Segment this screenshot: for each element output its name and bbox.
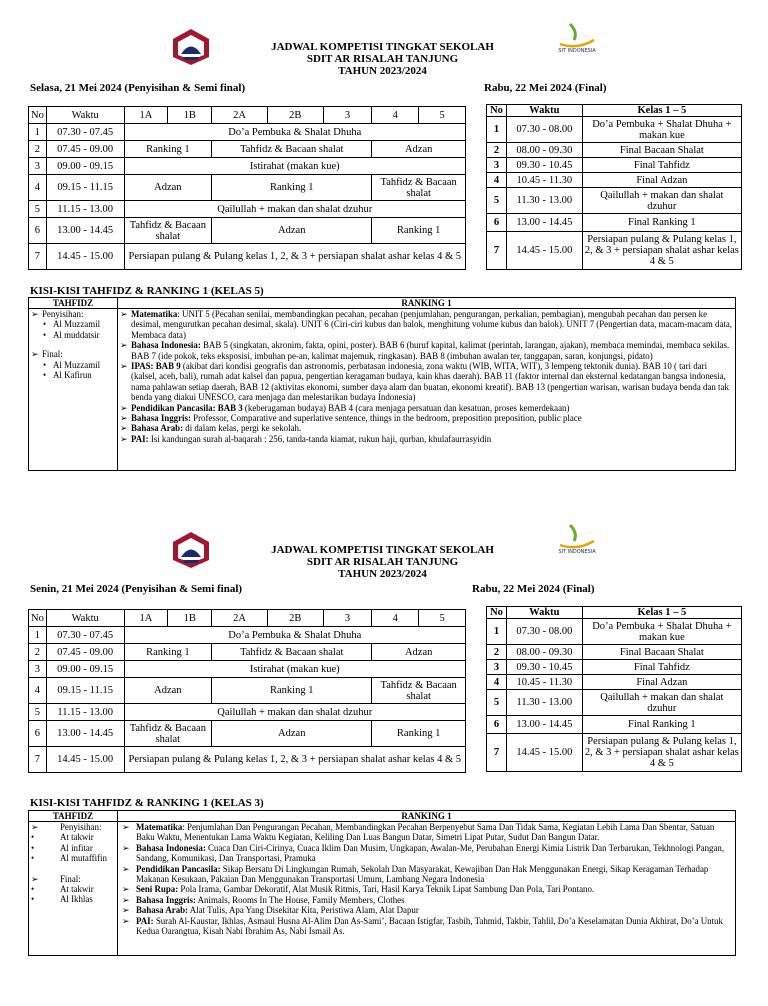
table-row: 4 09.15 - 11.15 Adzan Ranking 1 Tahfidz & Bacaan shalat <box>29 678 466 704</box>
table-header-row: No Waktu Kelas 1 – 5 <box>487 607 742 619</box>
school-logo-icon <box>168 530 214 570</box>
tahfidz-header: TAHFIDZ <box>29 811 117 822</box>
table-row: 3 09.00 - 09.15 Istirahat (makan kue) <box>29 661 466 678</box>
table-row: 7 14.45 - 15.00 Persiapan pulang & Pulang kelas 1, 2, & 3 + persiapan shalat ashar kelas 4 & 5 <box>487 232 742 270</box>
ranking-header: RANKING 1 <box>118 298 735 309</box>
table-row: 5 11.15 - 13.00 Qailullah + makan dan shalat dzuhur <box>29 704 466 721</box>
table-header-row: No Waktu 1A 1B 2A 2B 3 4 5 <box>29 610 466 627</box>
table-row: 3 09.30 - 10.45 Final Tahfidz <box>487 158 742 173</box>
list-item: ➢ Bahasa Indonesia: Cuaca Dan Ciri-Cirinya, Cuaca Iklim Dan Musim, Ungkapan, Awalan-Me, Perubahan Energi Kimia Listrik Dan Terbarukan, Tekhnologi Pangan, Sandang, Komunikasi, Dan Transportasi, Pramuka <box>122 842 725 864</box>
ranking-header: RANKING 1 <box>118 811 735 822</box>
document-header <box>230 544 535 580</box>
date-right: Rabu, 22 Mei 2024 (Final) <box>484 82 607 94</box>
list-item: ➢ Seni Rupa: Pola Irama, Gambar Dekoratif, Alat Musik Ritmis, Tari, Hasil Karya Teknik Lipat Sambung Dan Pola, Tari Pontano. <box>122 884 595 895</box>
svg-text:SIT INDONESIA: SIT INDONESIA <box>558 549 596 555</box>
table-row: 6 13.00 - 14.45 Final Ranking 1 <box>487 716 742 734</box>
final-schedule-table <box>486 606 742 772</box>
schedule-table <box>28 609 466 773</box>
table-row: 2 07.45 - 09.00 Ranking 1 Tahfidz & Bacaan shalat Adzan <box>29 141 466 158</box>
table-row: 1 07.30 - 07.45 Do’a Pembuka & Shalat Dhuha <box>29 627 466 644</box>
table-row: 7 14.45 - 15.00 Persiapan pulang & Pulang kelas 1, 2, & 3 + persiapan shalat ashar kelas 4 & 5 <box>487 734 742 772</box>
table-row: 5 11.30 - 13.00 Qailullah + makan dan shalat dzuhur <box>487 188 742 214</box>
date-left: Senin, 21 Mei 2024 (Penyisihan & Semi final) <box>30 583 243 595</box>
header-year: TAHUN 2023/2024 <box>338 568 427 580</box>
svg-text:SIT INDONESIA: SIT INDONESIA <box>558 48 596 54</box>
kisi-table <box>28 297 736 471</box>
ranking-list <box>120 309 733 444</box>
schedule-section-1 <box>0 0 768 500</box>
table-row: 6 13.00 - 14.45 Tahfidz & Bacaan shalat Adzan Ranking 1 <box>29 218 466 244</box>
tahfidz-list: ➢ Penyisihan: • At takwir • Al infitar • Al mutaffifin ➢ Final: • At takwir • Al Ikhlas <box>31 822 107 905</box>
table-row: 1 07.30 - 08.00 Do’a Pembuka + Shalat Dhuha + makan kue <box>487 619 742 645</box>
table-row: 6 13.00 - 14.45 Tahfidz & Bacaan shalat Adzan Ranking 1 <box>29 721 466 747</box>
table-header-row: No Waktu 1A 1B 2A 2B 3 4 5 <box>29 107 466 124</box>
header-title: JADWAL KOMPETISI TINGKAT SEKOLAH <box>271 544 494 556</box>
table-row: 4 10.45 - 11.30 Final Adzan <box>487 173 742 188</box>
table-row: 7 14.45 - 15.00 Persiapan pulang & Pulang kelas 1, 2, & 3 + persiapan shalat ashar kelas 4 & 5 <box>29 244 466 270</box>
table-header-row: No Waktu Kelas 1 – 5 <box>487 105 742 117</box>
date-left: Selasa, 21 Mei 2024 (Penyisihan & Semi final) <box>30 82 246 94</box>
table-row: 2 08.00 - 09.30 Final Bacaan Shalat <box>487 645 742 660</box>
list-item: ➢ Bahasa Indonesia: BAB 5 (singkatan, akronim, fakta, opini, poster). BAB 6 (huruf kapital, kalimat (perintah, larangan, ajakan), membaca memindai, membaca sekilas. BAB 7 (ide pokok, teks eksposisi, imbuhan pe-an, kalimat majemuk, ringkasan). BAB 8 (imbuhan awalan ter, tanggapan, saran, konjungsi, pidato) <box>120 340 730 361</box>
table-row: 7 14.45 - 15.00 Persiapan pulang & Pulang kelas 1, 2, & 3 + persiapan shalat ashar kelas 4 & 5 <box>29 747 466 773</box>
date-right: Rabu, 22 Mei 2024 (Final) <box>472 583 595 595</box>
table-row: 3 09.30 - 10.45 Final Tahfidz <box>487 660 742 675</box>
list-item: ➢ PAI: Isi kandungan surah al-baqarah : 256, tanda-tanda kiamat, rukun haji, qurban, khulafaurrasyidin <box>120 433 492 444</box>
table-row: 2 08.00 - 09.30 Final Bacaan Shalat <box>487 143 742 158</box>
kisi-title: KISI-KISI TAHFIDZ & RANKING 1 (KELAS 3) <box>30 797 264 809</box>
final-schedule-table <box>486 104 742 270</box>
table-row: 1 07.30 - 07.45 Do’a Pembuka & Shalat Dhuha <box>29 124 466 141</box>
schedule-section-2 <box>0 503 768 1006</box>
table-row: 4 10.45 - 11.30 Final Adzan <box>487 675 742 690</box>
header-year: TAHUN 2023/2024 <box>338 65 427 77</box>
table-row: 2 07.45 - 09.00 Ranking 1 Tahfidz & Bacaan shalat Adzan <box>29 644 466 661</box>
tahfidz-list: ➢ Penyisihan: • Al Muzzamil • Al muddatsir ➢ Final: • Al Muzzamil • Al Kafirun <box>31 309 101 381</box>
list-item: ➢ Matematika: Penjumlahan Dan Pengurangan Pecahan, Membandingkan Pecahan Berpenyebut Sama Dan Tidak Sama, Kegiatan Lebih Lama Dan Sbentar, Satuan Baku Waktu, Menentukan Lama Waktu Kegiatan, Keliling Dan Luas Bangun Datar, Simetri Lipat Putar, Sudut Dan Bangun Datar. <box>122 822 715 843</box>
table-row: 1 07.30 - 08.00 Do’a Pembuka + Shalat Dhuha + makan kue <box>487 117 742 143</box>
table-row: 3 09.00 - 09.15 Istirahat (makan kue) <box>29 158 466 175</box>
sit-logo-icon <box>552 523 602 559</box>
school-logo-icon <box>168 27 214 67</box>
header-school: SDIT AR RISALAH TANJUNG <box>306 53 459 65</box>
list-item: ➢ Bahasa Arab: Alat Tulis, Apa Yang Disekitar Kita, Peristiwa Alam, Alat Dapur <box>122 905 419 916</box>
list-item: ➢ Bahasa Arab: di dalam kelas, pergi ke sekolah. <box>120 423 302 434</box>
list-item: ➢ IPAS: BAB 9 (akibat dari kondisi geografis dan astronomis, perbatasan indonesia, zona waktu (WIB, WITA, WIT), 3 lempeng tektonik dunia). BAB 10 ( tari dari (kalsel, aceh, bali), rumah adat kalsel dan papua, pengertian keragaman budaya, kain khas daerah). BAB 11 (faktor internal dan eksternal kedatangan bangsa indonesia, nama pahlawan setiap daerah, BAB 12 (aktivitas ekonomi, sumber daya alam dan buatan, ekonomi kreatif). BAB 13 (pengertian warisan, warisan budaya benda dan tak benda yang diakui UNESCO, cara menjaga dan melestarikan budaya Indonesia) <box>120 361 729 403</box>
list-item: ➢ PAI: Surah Al-Kaustar, Ikhlas, Asmaul Husna Al-Alim Dan As-Sami’, Bacaan Istigfar, Tasbih, Tahmid, Takbir, Tahlil, Do’a Keselamatan Dunia Akhirat, Do’a Untuk Kedua Oarangtua, Kisah Nabi Ibrahim As, Nabi Ismail As. <box>122 915 723 937</box>
list-item: ➢ Bahasa Inggris: Professor, Comparative and superlative sentence, things in the bedroom, preposition preposition, public place <box>120 413 582 424</box>
kisi-table <box>28 810 736 956</box>
kisi-title: KISI-KISI TAHFIDZ & RANKING 1 (KELAS 5) <box>30 285 264 297</box>
table-row: 6 13.00 - 14.45 Final Ranking 1 <box>487 214 742 232</box>
list-item: ➢ Pendidikan Pancasila: Sikap Bersatu Di Lingkungan Rumah, Sekolah Dan Masyarakat, Kewajiban Dan Hak Menggunakan Energi, Sikap Keragaman Terhadap Makanan Kesukaan, Pakaian Dan Menggunakan Transportasi Umum, Lambang Negara Indonesia <box>122 863 709 885</box>
header-title: JADWAL KOMPETISI TINGKAT SEKOLAH <box>271 41 494 53</box>
header-school: SDIT AR RISALAH TANJUNG <box>306 556 459 568</box>
sit-logo-icon <box>552 22 602 58</box>
table-row: 5 11.30 - 13.00 Qailullah + makan dan shalat dzuhur <box>487 690 742 716</box>
table-row: 5 11.15 - 13.00 Qailullah + makan dan shalat dzuhur <box>29 201 466 218</box>
list-item: ➢ Matematika: UNIT 5 (Pecahan senilai, membandingkan pecahan, pecahan (penjumlahan, pengurangan, perkalian, pembagian), mengubah pecahan dan persen ke desimal, mengurutkan pecahan desimal, skala). UNIT 6 (Ciri-ciri kubus dan balok, menghitung volume kubus dan balok). UNIT 7 (Pengertian data, macam-macam data, Membaca data) <box>120 309 733 340</box>
list-item: ➢ Bahasa Inggris: Animals, Rooms In The House, Family Members, Clothes <box>122 894 405 905</box>
list-item: ➢ Pendidikan Pancasila: BAB 3 (keberagaman budaya) BAB 4 (cara menjaga persatuan dan kesatuan, proses kemerdekaan) <box>120 402 570 413</box>
tahfidz-header: TAHFIDZ <box>29 298 117 309</box>
ranking-list <box>122 822 733 936</box>
table-row: 4 09.15 - 11.15 Adzan Ranking 1 Tahfidz & Bacaan shalat <box>29 175 466 201</box>
schedule-table <box>28 106 466 270</box>
document-header <box>230 41 535 77</box>
